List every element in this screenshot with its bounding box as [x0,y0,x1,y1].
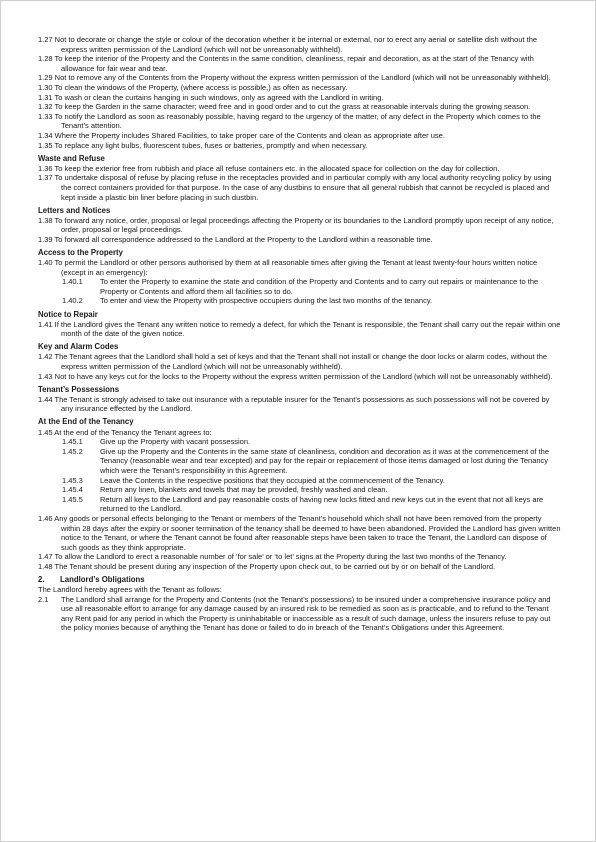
clause-text: Return any linen, blankets and towels that may be provided, freshly washed and clean. [100,485,388,495]
clause-1-47: 1.47 To allow the Landlord to erect a reasonable number of ‘for sale’ or ‘to let’ signs at the Property during the last two months of the Tenancy. [38,552,507,562]
clause-text: Give up the Property and the Contents in the same state of cleanliness, condition and decoration as it was at the commencement of the Tenancy (reasonable wear and tear excepted) and pay for the repair or replacement of those items damaged or lost during the Tenancy which were the Tenant’s responsibility in this Agreement. [100,446,550,475]
clause-1-41: 1.41 If the Landlord gives the Tenant any written notice to remedy a defect, for which the Tenant is responsible, the Tenant shall carry out the repair within one month of the date of the given notice. [38,319,561,339]
clause-1-35: 1.35 To replace any light bulbs, fluorescent tubes, fuses or batteries, promptly and when necessary. [38,140,368,150]
clause-1-27: 1.27 Not to decorate or change the style or colour of the decoration whether it be internal or external, nor to erect any aerial or satellite dish without the express written permission of the Landlord (which will not be unreasonably withheld). [38,35,538,54]
clause-1-42: 1.42 The Tenant agrees that the Landlord shall hold a set of keys and that the Tenant shall not install or change the door locks or alarm codes, without the express written permission of the Landlord (which will not be unreasonably withheld). [38,352,548,371]
clause-1-45: 1.45 At the end of the Tenancy the Tenant agrees to: [38,427,212,437]
clause-1-46: 1.46 Any goods or personal effects belonging to the Tenant or members of the Tenant’s household which shall not have been removed from the property within 28 days after the expiry or sooner termination of the tenancy shall be deemed to have been abandoned. Provided the Landlord has given written notice to the Tenant, or where the Tenant cannot be found after reasonable steps have been taken to trace the Tenant, the Landlord can dispose of such goods as they think appropriate. [38,513,561,552]
clause-text: The Landlord shall arrange for the Property and Contents (not the Tenant’s possessions) to be insured under a comprehensive insurance policy and use all reasonable effort to arrange for any damage caused by an insured risk to be remedied as soon as is practicable, and to refund to the Tenant any Rent paid for any period in which the Property is uninhabitable or inaccessible as a result of such damage, unless the insurers refuse to pay out the policy monies because of anything the Tenant has done or failed to do in breach of the Tenant’s Obligations under this Agreement. [61,594,551,633]
clause-1-38: 1.38 To forward any notice, order, proposal or legal proceedings affecting the Property or its boundaries to the Landlord promptly upon receipt of any notice, order, proposal or legal proceedings. [38,215,554,235]
clause-1-45-2 [38,447,562,476]
document-body [38,35,562,633]
heading-access-to-property: Access to the Property [38,247,123,257]
clause-text: Leave the Contents in the respective positions that they occupied at the commencement of the Tenancy. [100,475,445,485]
clause-number: 1.45.5 [62,494,83,504]
clause-1-40: 1.40 To permit the Landlord or other persons authorised by them at all reasonable times after giving the Tenant at least twenty-four hours written notice (except in an emergency): [38,258,538,277]
heading-landlords-obligations [38,575,562,585]
clause-1-28: 1.28 To keep the interior of the Property and the Contents in the same condition, cleanliness, repair and decoration, as at the start of the Tenancy with allowance for fair wear and tear. [38,54,534,73]
clause-1-33: 1.33 To notify the Landlord as soon as reasonably possible, having regard to the urgency of the matter, of any defect in the Property which comes to the Tenant’s attention. [38,111,541,131]
clause-text: Return all keys to the Landlord and pay reasonable costs of having new locks fitted and new keys cut in the event that not all keys are returned to the Landlord. [100,494,544,514]
landlord-lead-text: The Landlord hereby agrees with the Tenant as follows: [38,585,222,595]
clause-1-36: 1.36 To keep the exterior free from rubbish and place all refuse containers etc. in the allocated space for collection on the day for collection. [38,163,500,173]
clause-1-40-1 [38,277,562,296]
section-number: 2. [38,574,45,584]
clause-1-29: 1.29 Not to remove any of the Contents from the Property without the express written permission of the Landlord (which will not be unreasonably withheld). [38,73,551,83]
clause-number: 1.45.2 [62,446,83,456]
clause-1-45-1 [38,437,562,447]
clause-1-44: 1.44 The Tenant is strongly advised to take out insurance with a reputable insurer for the Tenant’s possessions as such possessions will not be covered by any insurance effected by the Landlord. [38,394,550,414]
clause-1-31: 1.31 To wash or clean the curtains hanging in such windows, only as agreed with the Landlord in writing. [38,92,384,102]
clause-number: 1.40.2 [62,296,83,306]
clause-number: 1.45.3 [62,475,83,485]
heading-tenants-possessions: Tenant’s Possessions [38,384,120,394]
heading-notice-to-repair: Notice to Repair [38,309,98,319]
clause-text: To enter and view the Property with prospective occupiers during the last two months of the tenancy. [100,296,433,306]
clause-1-34: 1.34 Where the Property includes Shared Facilities, to take proper care of the Contents and clean as appropriate after use. [38,130,445,140]
heading-end-of-tenancy: At the End of the Tenancy [38,417,134,427]
clause-1-43: 1.43 Not to have any keys cut for the locks to the Property without the express written permission of the Landlord (which will not be unreasonably withheld). [38,371,553,381]
clause-1-37: 1.37 To undertake disposal of refuse by placing refuse in the receptacles provided and in particular comply with any local authority recycling policy by using the correct containers provided for that purpose. In the case of any dustbins to ensure that all general rubbish that cannot be recycled is placed and kept inside a plastic bin liner before placing in such dustbin. [38,173,552,202]
clause-1-32: 1.32 To keep the Garden in the same character; weed free and in good order and to cut the grass at reasonable intervals during the growing season. [38,102,531,112]
clause-number: 1.40.1 [62,277,83,287]
heading-key-and-alarm-codes: Key and Alarm Codes [38,342,119,352]
clause-number: 1.45.4 [62,485,83,495]
heading-letters-and-notices: Letters and Notices [38,205,111,215]
clause-1-40-2 [38,296,562,306]
clause-1-45-5 [38,495,562,514]
clause-2-1 [38,595,562,633]
clause-text: To enter the Property to examine the state and condition of the Property and Contents and to carry out repairs or maintenance to the Property or Contents and afford them all facilities so to do. [100,277,539,296]
clause-1-45-4 [38,485,562,495]
clause-1-45-3 [38,476,562,486]
clause-1-39: 1.39 To forward all correspondence addressed to the Landlord at the Property to the Landlord within a reasonable time. [38,234,433,244]
clause-1-30: 1.30 To clean the windows of the Property, (where access is possible,) as often as necessary. [38,82,348,92]
clause-number: 2.1 [38,594,49,604]
heading-waste-and-refuse: Waste and Refuse [38,153,105,163]
section-title: Landlord’s Obligations [60,574,145,584]
clause-number: 1.45.1 [62,437,83,447]
clause-text: Give up the Property with vacant possession. [100,437,251,447]
clause-1-48: 1.48 The Tenant should be present during any inspection of the Property upon check out, to be carried out by or on behalf of the Landlord. [38,561,496,571]
